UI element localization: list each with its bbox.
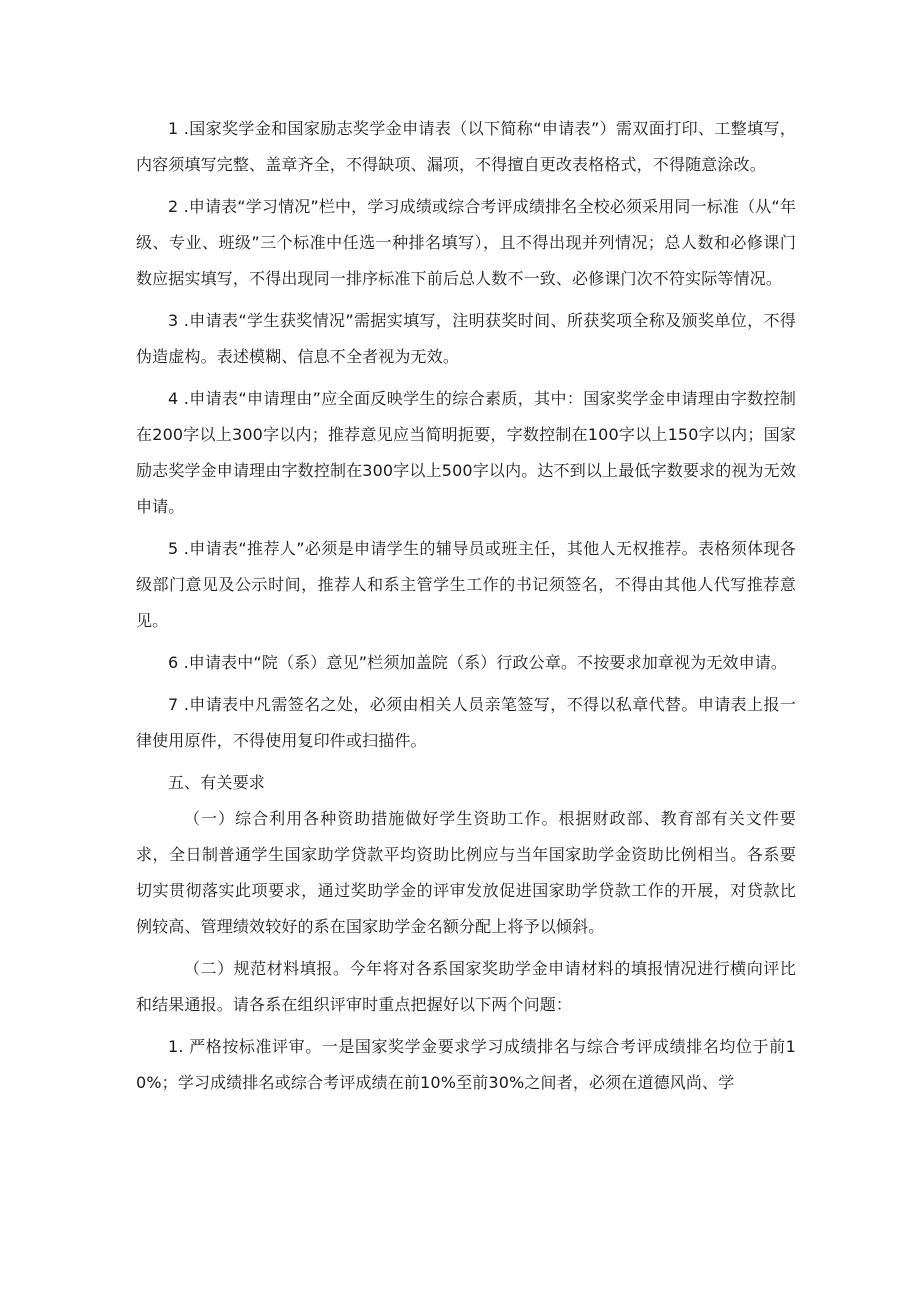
subsection-2: （二）规范材料填报。今年将对各系国家奖助学金申请材料的填报情况进行横向评比和结果通报。请各系在组织评审时重点把握好以下两个问题： <box>136 959 796 1014</box>
section-heading: 五、有关要求 <box>168 773 265 792</box>
requirement-item-2: 2 .申请表“学习情况”栏中，学习成绩或综合考评成绩排名全校必须采用同一标准（从“年级、专业、班级”三个标准中任选一种排名填写），且不得出现并列情况；总人数和必修课门数应据实填写，不得出现同一排序标准下前后总人数不一致、必修课门次不符实际等情况。 <box>136 197 796 288</box>
document-body <box>136 111 796 1107</box>
requirement-item-1: 1 .国家奖学金和国家励志奖学金申请表（以下简称“申请表”）需双面打印、工整填写，内容须填写完整、盖章齐全，不得缺项、漏项，不得擅自更改表格格式，不得随意涂改。 <box>136 119 796 174</box>
subsection-1: （一）综合利用各种资助措施做好学生资助工作。根据财政部、教育部有关文件要求，全日制普通学生国家助学贷款平均资助比例应与当年国家助学金资助比例相当。各系要切实贯彻落实此项要求，通过奖助学金的评审发放促进国家助学贷款工作的开展，对贷款比例较高、管理绩效较好的系在国家助学金名额分配上将予以倾斜。 <box>136 809 796 936</box>
requirement-item-4: 4 .申请表“申请理由”应全面反映学生的综合素质，其中：国家奖学金申请理由字数控制在200字以上300字以内；推荐意见应当简明扼要，字数控制在100字以上150字以内；国家励志奖学金申请理由字数控制在300字以上500字以内。达不到以上最低字数要求的视为无效申请。 <box>136 389 796 516</box>
requirement-item-6: 6 .申请表中“院（系）意见”栏须加盖院（系）行政公章。不按要求加章视为无效申请。 <box>168 653 788 672</box>
requirement-item-5: 5 .申请表“推荐人”必须是申请学生的辅导员或班主任，其他人无权推荐。表格须体现各级部门意见及公示时间，推荐人和系主管学生工作的书记须签名，不得由其他人代写推荐意见。 <box>136 539 796 630</box>
final-item: 1. 严格按标准评审。一是国家奖学金要求学习成绩排名与综合考评成绩排名均位于前10%；学习成绩排名或综合考评成绩在前10%至前30%之间者，必须在道德风尚、学 <box>136 1037 796 1092</box>
requirement-item-3: 3 .申请表“学生获奖情况”需据实填写，注明获奖时间、所获奖项全称及颁奖单位，不得伪造虚构。表述模糊、信息不全者视为无效。 <box>136 311 796 366</box>
requirement-item-7: 7 .申请表中凡需签名之处，必须由相关人员亲笔签写，不得以私章代替。申请表上报一律使用原件，不得使用复印件或扫描件。 <box>136 695 796 750</box>
